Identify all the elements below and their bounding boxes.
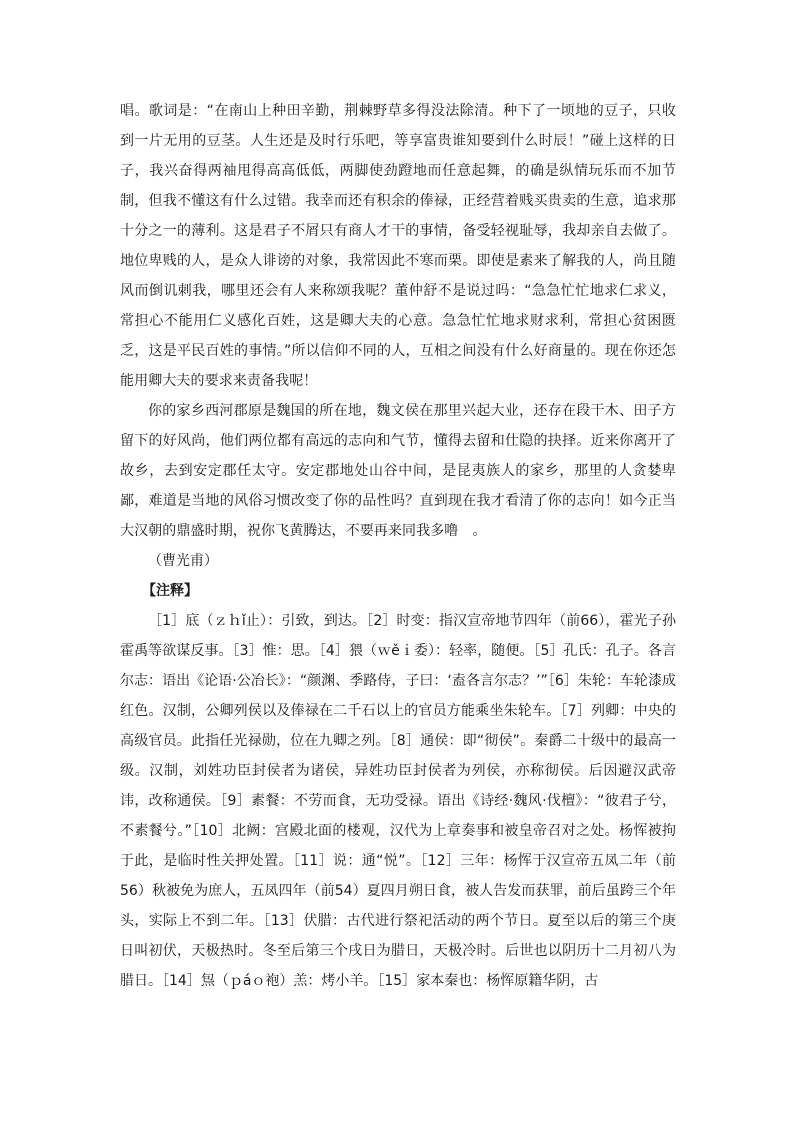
body-paragraph-2: 你的家乡西河郡原是魏国的所在地，魏文侯在那里兴起大业，还存在段干木、田子方留下的好风尚，他们两位都有高远的志向和气节，懂得去留和仕隐的抉择。近来你离开了故乡，去到安定郡任太守。安定郡地处山谷中间，是昆夷族人的家乡，那里的人贪婪卑鄙，难道是当地的风俗习惯改变了你的品性吗？直到现在我才看清了你的志向！如今正当大汉朝的鼎盛时期，祝你飞黄腾达，不要再来同我多噜 。 — [120, 403, 676, 539]
author-credit: （曹光甫） — [148, 553, 218, 569]
body-paragraph-1: 唱。歌词是：“在南山上种田辛勤，荆棘野草多得没法除清。种下了一顷地的豆子，只收到一片无用的豆茎。人生还是及时行乐吧，等享富贵谁知要到什么时辰！”碰上这样的日子，我兴奋得两袖甩得高高低低，两脚使劲蹬地而任意起舞，的确是纵情玩乐而不加节制，但我不懂这有什么过错。我幸而还有积余的俸禄，正经营着贱买贵卖的生意，追求那十分之一的薄利。这是君子不屑只有商人才干的事情，备受轻视耻辱，我却亲自去做了。地位卑贱的人，是众人诽谤的对象，我常因此不寒而栗。即使是素来了解我的人，尚且随风而倒讥刺我，哪里还会有人来称颂我呢？董仲舒不是说过吗：“急急忙忙地求仁求义，常担心不能用仁义感化百姓，这是卿大夫的心意。急急忙忙地求财求利，常担心贫困匮乏，这是平民百姓的事情。”所以信仰不同的人，互相之间没有什么好商量的。现在你还怎能用卿大夫的要求来责备我呢！ — [120, 103, 676, 389]
notes-text: ［1］底（ｚｈǐ止）：引致，到达。［2］时变：指汉宣帝地节四年（前66），霍光子孙霍禹等欲谋反事。［3］惟：思。［4］猥（ｗěｉ委）：轻率，随便。［5］孔氏：孔子。各言尔志：语出《论语·公冶长》：“颜渊、季路侍，子曰：‘盍各言尔志？’”［6］朱轮：车轮漆成红色。汉制，公卿列侯以及俸禄在二千石以上的官员方能乘坐朱轮车。［7］列卿：中央的高级官员。此指任光禄勋，位在九卿之列。［8］通侯：即“彻侯”。秦爵二十级中的最高一级。汉制，刘姓功臣封侯者为诸侯，异姓功臣封侯者为列侯，亦称彻侯。后因避汉武帝讳，改称通侯。［9］素餐：不劳而食，无功受禄。语出《诗经·魏风·伐檀》：“彼君子兮，不素餐兮。”［10］北阙：宫殿北面的楼观，汉代为上章奏事和被皇帝召对之处。杨恽被拘于此，是临时性关押处置。［11］说：通“悦”。［12］三年：杨恽于汉宣帝五凤二年（前56）秋被免为庶人，五凤四年（前54）夏四月朔日食，被人告发而获罪，前后虽跨三个年头，实际上不到二年。［13］伏腊：古代进行祭祀活动的两个节日。夏至以后的第三个庚日叫初伏，天极热时。冬至后第三个戌日为腊日，天极冷时。后世也以阴历十二月初八为腊日。［14］炰（ｐáｏ袍）羔：烤小羊。［15］家本秦也：杨恽原籍华阴，古 — [120, 613, 676, 989]
notes-heading: 【注释】 — [142, 583, 198, 599]
